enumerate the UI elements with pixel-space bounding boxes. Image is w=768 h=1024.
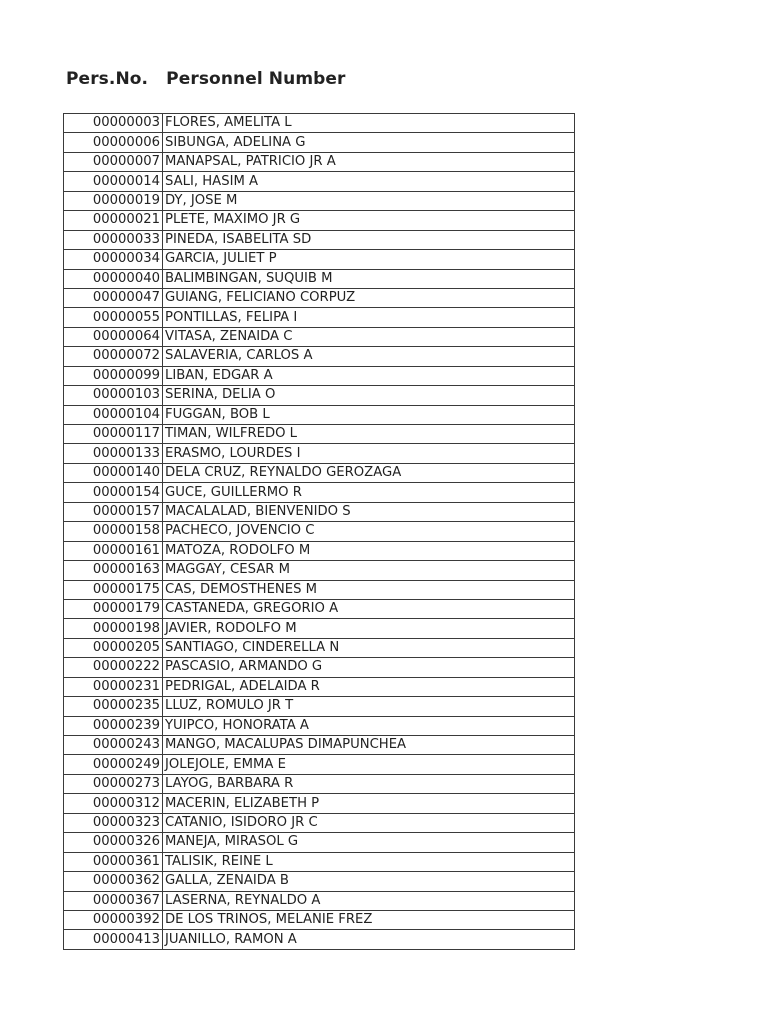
personnel-name-cell: LLUZ, ROMULO JR T [163,697,575,716]
personnel-table [63,113,575,950]
table-row [64,619,575,638]
table-row [64,366,575,385]
personnel-number-cell: 00000273 [64,774,163,793]
personnel-name-cell: VITASA, ZENAIDA C [163,327,575,346]
table-row [64,269,575,288]
table-row [64,774,575,793]
personnel-number-cell: 00000367 [64,891,163,910]
personnel-number-cell: 00000104 [64,405,163,424]
table-row [64,347,575,366]
personnel-number-cell: 00000064 [64,327,163,346]
table-row [64,483,575,502]
personnel-name-cell: PEDRIGAL, ADELAIDA R [163,677,575,696]
personnel-number-cell: 00000099 [64,366,163,385]
personnel-name-cell: JUANILLO, RAMON A [163,930,575,949]
personnel-number-cell: 00000021 [64,211,163,230]
table-row [64,172,575,191]
personnel-number-cell: 00000117 [64,425,163,444]
table-row [64,599,575,618]
personnel-number-cell: 00000205 [64,638,163,657]
personnel-number-cell: 00000033 [64,230,163,249]
personnel-table-body [64,114,575,950]
personnel-name-cell: LIBAN, EDGAR A [163,366,575,385]
personnel-number-cell: 00000163 [64,561,163,580]
personnel-name-cell: MACALALAD, BIENVENIDO S [163,502,575,521]
personnel-name-cell: SIBUNGA, ADELINA G [163,133,575,152]
table-row [64,327,575,346]
personnel-name-cell: FLORES, AMELITA L [163,114,575,133]
page-header [66,69,346,89]
personnel-name-cell: GUIANG, FELICIANO CORPUZ [163,288,575,307]
table-row [64,541,575,560]
table-row [64,152,575,171]
personnel-number-cell: 00000179 [64,599,163,618]
personnel-name-cell: PLETE, MAXIMO JR G [163,211,575,230]
table-row [64,133,575,152]
personnel-number-cell: 00000055 [64,308,163,327]
personnel-name-cell: DE LOS TRINOS, MELANIE FREZ [163,910,575,929]
personnel-number-cell: 00000312 [64,794,163,813]
personnel-name-cell: FUGGAN, BOB L [163,405,575,424]
table-row [64,638,575,657]
personnel-name-cell: SALAVERIA, CARLOS A [163,347,575,366]
table-row [64,444,575,463]
personnel-name-cell: MAGGAY, CESAR M [163,561,575,580]
personnel-number-cell: 00000323 [64,813,163,832]
personnel-name-cell: SALI, HASIM A [163,172,575,191]
personnel-number-cell: 00000243 [64,736,163,755]
personnel-number-cell: 00000361 [64,852,163,871]
personnel-name-cell: DY, JOSE M [163,191,575,210]
personnel-name-cell: PONTILLAS, FELIPA I [163,308,575,327]
personnel-name-cell: LAYOG, BARBARA R [163,774,575,793]
table-row [64,658,575,677]
personnel-number-cell: 00000140 [64,463,163,482]
personnel-name-cell: LASERNA, REYNALDO A [163,891,575,910]
personnel-number-cell: 00000047 [64,288,163,307]
personnel-number-cell: 00000133 [64,444,163,463]
personnel-name-cell: YUIPCO, HONORATA A [163,716,575,735]
personnel-name-cell: ERASMO, LOURDES I [163,444,575,463]
personnel-name-cell: PINEDA, ISABELITA SD [163,230,575,249]
personnel-name-cell: TIMAN, WILFREDO L [163,425,575,444]
personnel-name-cell: DELA CRUZ, REYNALDO GEROZAGA [163,463,575,482]
personnel-name-cell: GUCE, GUILLERMO R [163,483,575,502]
personnel-name-cell: GARCIA, JULIET P [163,250,575,269]
personnel-name-cell: SERINA, DELIA O [163,386,575,405]
personnel-number-cell: 00000413 [64,930,163,949]
table-row [64,852,575,871]
table-row [64,716,575,735]
personnel-number-cell: 00000231 [64,677,163,696]
personnel-number-cell: 00000014 [64,172,163,191]
personnel-name-cell: MACERIN, ELIZABETH P [163,794,575,813]
header-pers-no: Pers.No. [66,69,149,89]
table-row [64,230,575,249]
table-row [64,191,575,210]
table-row [64,813,575,832]
personnel-number-cell: 00000222 [64,658,163,677]
table-row [64,386,575,405]
table-row [64,425,575,444]
personnel-name-cell: PACHECO, JOVENCIO C [163,522,575,541]
table-row [64,891,575,910]
personnel-name-cell: CASTANEDA, GREGORIO A [163,599,575,618]
personnel-name-cell: MATOZA, RODOLFO M [163,541,575,560]
table-row [64,250,575,269]
table-row [64,930,575,949]
personnel-name-cell: JOLEJOLE, EMMA E [163,755,575,774]
personnel-name-cell: CATANIO, ISIDORO JR C [163,813,575,832]
personnel-number-cell: 00000003 [64,114,163,133]
table-row [64,794,575,813]
personnel-number-cell: 00000158 [64,522,163,541]
table-row [64,502,575,521]
table-row [64,677,575,696]
table-row [64,697,575,716]
personnel-name-cell: MANGO, MACALUPAS DIMAPUNCHEA [163,736,575,755]
table-row [64,561,575,580]
table-row [64,755,575,774]
table-row [64,522,575,541]
personnel-number-cell: 00000034 [64,250,163,269]
personnel-name-cell: SANTIAGO, CINDERELLA N [163,638,575,657]
personnel-number-cell: 00000175 [64,580,163,599]
personnel-number-cell: 00000154 [64,483,163,502]
table-row [64,580,575,599]
personnel-number-cell: 00000392 [64,910,163,929]
personnel-name-cell: BALIMBINGAN, SUQUIB M [163,269,575,288]
personnel-number-cell: 00000006 [64,133,163,152]
personnel-number-cell: 00000239 [64,716,163,735]
personnel-number-cell: 00000019 [64,191,163,210]
personnel-number-cell: 00000103 [64,386,163,405]
table-row [64,308,575,327]
personnel-name-cell: PASCASIO, ARMANDO G [163,658,575,677]
personnel-number-cell: 00000072 [64,347,163,366]
table-row [64,114,575,133]
personnel-number-cell: 00000249 [64,755,163,774]
personnel-number-cell: 00000362 [64,872,163,891]
personnel-number-cell: 00000235 [64,697,163,716]
personnel-number-cell: 00000040 [64,269,163,288]
personnel-name-cell: MANEJA, MIRASOL G [163,833,575,852]
personnel-name-cell: CAS, DEMOSTHENES M [163,580,575,599]
personnel-number-cell: 00000157 [64,502,163,521]
personnel-number-cell: 00000007 [64,152,163,171]
table-row [64,288,575,307]
personnel-name-cell: MANAPSAL, PATRICIO JR A [163,152,575,171]
personnel-name-cell: TALISIK, REINE L [163,852,575,871]
table-row [64,463,575,482]
table-row [64,405,575,424]
personnel-name-cell: JAVIER, RODOLFO M [163,619,575,638]
personnel-number-cell: 00000198 [64,619,163,638]
table-row [64,910,575,929]
personnel-name-cell: GALLA, ZENAIDA B [163,872,575,891]
table-row [64,872,575,891]
table-row [64,736,575,755]
header-personnel-number: Personnel Number [166,69,346,89]
table-row [64,211,575,230]
personnel-number-cell: 00000326 [64,833,163,852]
table-row [64,833,575,852]
personnel-number-cell: 00000161 [64,541,163,560]
